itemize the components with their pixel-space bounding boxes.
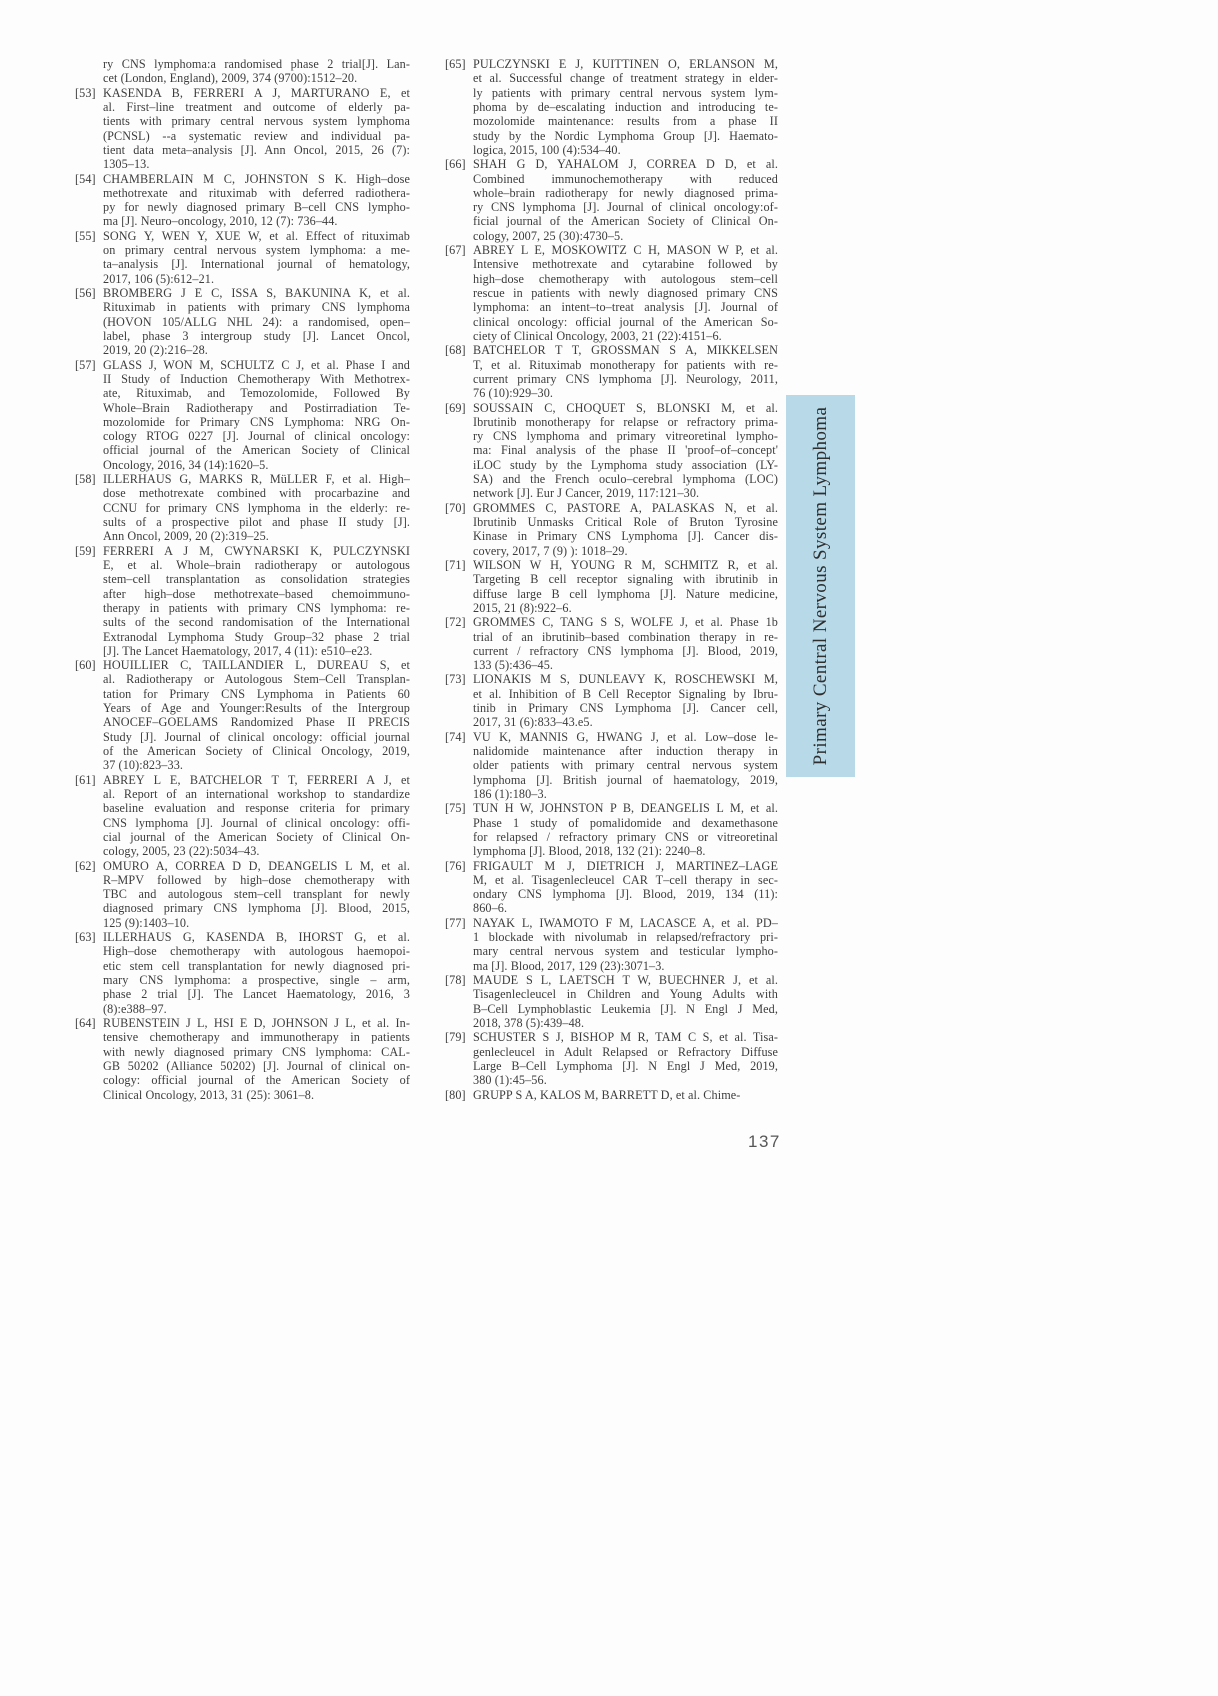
reference-line: label, phase 3 intergroup study [J]. Lancet Oncol, xyxy=(103,328,410,343)
reference-item xyxy=(75,658,410,773)
reference-line: B–Cell Lymphoblastic Leukemia [J]. N Engl J Med, xyxy=(473,1001,778,1016)
reference-line: 125 (9):1403–10. xyxy=(103,915,190,930)
reference-number: [77] xyxy=(445,915,466,930)
reference-item xyxy=(445,57,778,157)
reference-number: [69] xyxy=(445,400,466,415)
reference-line: TUN H W, JOHNSTON P B, DEANGELIS L M, et al. xyxy=(473,801,778,816)
reference-line: Extranodal Lymphoma Study Group–32 phase 2 trial xyxy=(103,629,410,644)
reference-item xyxy=(75,229,410,286)
reference-line: FRIGAULT M J, DIETRICH J, MARTINEZ–LAGE xyxy=(473,858,778,873)
reference-number: [72] xyxy=(445,615,466,630)
reference-line: Ibrutinib Unmasks Critical Role of Bruton Tyrosine xyxy=(473,515,778,529)
reference-line: Kinase in Primary CNS Lymphoma [J]. Cancer dis- xyxy=(473,529,778,544)
reference-line: II Study of Induction Chemotherapy With Methotrex- xyxy=(103,371,410,386)
reference-line: 186 (1):180–3. xyxy=(473,786,547,801)
reference-line: diffuse large B cell lymphoma [J]. Nature medicine, xyxy=(473,586,778,601)
page-number: 137 xyxy=(748,1132,781,1151)
reference-item xyxy=(445,672,778,729)
reference-line: tensive chemotherapy and immunotherapy in patients xyxy=(103,1030,410,1045)
reference-line: HOUILLIER C, TAILLANDIER L, DUREAU S, et xyxy=(103,658,410,673)
reference-line: LIONAKIS M S, DUNLEAVY K, ROSCHEWSKI M, xyxy=(473,672,778,687)
reference-line: SHAH G D, YAHALOM J, CORREA D D, et al. xyxy=(473,157,778,172)
reference-line: et al. Inhibition of B Cell Receptor Signaling by Ibru- xyxy=(473,686,778,701)
reference-line: py for newly diagnosed primary B–cell CNS lympho- xyxy=(103,200,410,215)
reference-line: Intensive methotrexate and cytarabine followed by xyxy=(473,257,778,272)
reference-line: High–dose chemotherapy with autologous haemopoi- xyxy=(103,944,410,959)
reference-line: 133 (5):436–45. xyxy=(473,658,554,673)
reference-item xyxy=(75,544,410,659)
reference-line: 1305–13. xyxy=(103,157,150,172)
reference-line: ANOCEF–GOELAMS Randomized Phase II PRECIS xyxy=(103,715,410,730)
reference-line: cology, 2007, 25 (30):4730–5. xyxy=(473,228,624,243)
reference-line: whole–brain radiotherapy for newly diagnosed prima- xyxy=(473,185,778,200)
reference-line: dose methotrexate combined with procarbazine and xyxy=(103,486,410,501)
reference-line: ILLERHAUS G, KASENDA B, IHORST G, et al. xyxy=(103,930,410,945)
reference-line: older patients with primary central nervous system xyxy=(473,758,778,773)
reference-number: [79] xyxy=(445,1030,466,1045)
reference-line: CNS lymphoma [J]. Journal of clinical oncology: offi- xyxy=(103,815,410,830)
reference-number: [58] xyxy=(75,472,96,487)
reference-number: [56] xyxy=(75,286,96,300)
reference-number: [60] xyxy=(75,658,96,673)
reference-line: VU K, MANNIS G, HWANG J, et al. Low–dose le- xyxy=(473,729,778,744)
reference-item xyxy=(75,1016,410,1102)
reference-line: cology RTOG 0227 [J]. Journal of clinical oncology: xyxy=(103,429,410,444)
reference-number: [62] xyxy=(75,858,96,873)
reference-item xyxy=(445,801,778,858)
reference-item xyxy=(75,286,410,358)
reference-line: PULCZYNSKI E J, KUITTINEN O, ERLANSON M, xyxy=(473,57,778,71)
reference-line: on primary central nervous system lymphoma: a me- xyxy=(103,243,410,258)
reference-line: M, et al. Tisagenlecleucel CAR T–cell therapy in sec- xyxy=(473,872,778,887)
reference-line: KASENDA B, FERRERI A J, MARTURANO E, et xyxy=(103,85,410,100)
reference-line: ABREY L E, BATCHELOR T T, FERRERI A J, et xyxy=(103,772,410,787)
reference-line: ondary CNS lymphoma [J]. Blood, 2019, 134 (11): xyxy=(473,887,778,902)
reference-line: Ibrutinib monotherapy for relapse or refractory prima- xyxy=(473,414,778,429)
reference-line: lymphoma: an intent–to–treat analysis [J]. Journal of xyxy=(473,300,778,315)
reference-line: ry CNS lymphoma and primary vitreoretinal lympho- xyxy=(473,429,778,444)
reference-item xyxy=(75,930,410,1016)
reference-line: Study [J]. Journal of clinical oncology: official journal xyxy=(103,729,410,744)
reference-item xyxy=(445,558,778,615)
reference-item xyxy=(445,730,778,802)
reference-line: ry CNS lymphoma:a randomised phase 2 trial[J]. Lan- xyxy=(103,57,410,71)
reference-number: [67] xyxy=(445,243,466,258)
reference-line: methotrexate and rituximab with deferred radiothera- xyxy=(103,185,410,200)
reference-line: ILLERHAUS G, MARKS R, MüLLER F, et al. High– xyxy=(103,472,410,487)
reference-line: cology: official journal of the American Society of xyxy=(103,1073,410,1088)
reference-line: NAYAK L, IWAMOTO F M, LACASCE A, et al. PD– xyxy=(473,915,778,930)
reference-line: after high–dose methotrexate–based chemoimmuno- xyxy=(103,586,410,601)
reference-line: Large B–Cell Lymphoma [J]. N Engl J Med, 2019, xyxy=(473,1058,778,1073)
reference-line: ry CNS lymphoma [J]. Journal of clinical oncology:of- xyxy=(473,200,778,215)
reference-line: WILSON W H, YOUNG R M, SCHMITZ R, et al. xyxy=(473,557,778,572)
reference-line: (8):e388–97. xyxy=(103,1001,167,1016)
reference-line: CHAMBERLAIN M C, JOHNSTON S K. High–dose xyxy=(103,171,410,186)
reference-line: Targeting B cell receptor signaling with ibrutinib in xyxy=(473,572,778,587)
reference-line: cet (London, England), 2009, 374 (9700):1512–20. xyxy=(103,71,358,86)
reference-number: [78] xyxy=(445,973,466,987)
reference-number: [65] xyxy=(445,57,466,71)
reference-line: genlecleucel in Adult Relapsed or Refractory Diffuse xyxy=(473,1044,778,1059)
reference-line: 860–6. xyxy=(473,901,508,916)
reference-line: for relapsed / refractory primary CNS or vitreoretinal xyxy=(473,829,778,844)
reference-number: [61] xyxy=(75,772,96,787)
reference-line: MAUDE S L, LAETSCH T W, BUECHNER J, et al. xyxy=(473,973,778,987)
reference-line: high–dose chemotherapy with autologous stem–cell xyxy=(473,271,778,286)
reference-number: [53] xyxy=(75,85,96,100)
reference-line: Whole–Brain Radiotherapy and Postirradiation Te- xyxy=(103,400,410,415)
reference-item xyxy=(445,243,778,343)
references-column-left xyxy=(75,57,410,1102)
reference-line: 76 (10):929–30. xyxy=(473,386,554,401)
reference-line: lymphoma [J]. Blood, 2018, 132 (21): 2240–8. xyxy=(473,844,706,859)
reference-line: lymphoma [J]. British journal of haematology, 2019, xyxy=(473,772,778,787)
reference-line: rescue in patients with newly diagnosed primary CNS xyxy=(473,286,778,300)
reference-line: study by the Nordic Lymphoma Group [J]. Haemato- xyxy=(473,128,778,143)
reference-line: tinib in Primary CNS Lymphoma [J]. Cancer cell, xyxy=(473,701,778,716)
reference-line: mary central nervous system and testicular lympho- xyxy=(473,944,778,959)
chapter-tab-label: Primary Central Nervous System Lymphoma xyxy=(809,406,831,766)
reference-line: sults of a prospective pilot and phase II study [J]. xyxy=(103,515,410,529)
reference-line: ly patients with primary central nervous system lym- xyxy=(473,85,778,100)
reference-number: [73] xyxy=(445,672,466,687)
reference-line: BROMBERG J E C, ISSA S, BAKUNINA K, et al. xyxy=(103,286,410,300)
reference-number: [54] xyxy=(75,171,96,186)
reference-line: TBC and autologous stem–cell transplant for newly xyxy=(103,887,410,902)
reference-number: [55] xyxy=(75,228,96,243)
reference-line: tation for Primary CNS Lymphoma in Patients 60 xyxy=(103,686,410,701)
reference-line: SCHUSTER S J, BISHOP M R, TAM C S, et al. Tisa- xyxy=(473,1030,778,1045)
reference-item xyxy=(445,157,778,243)
reference-item xyxy=(75,358,410,473)
reference-line: CCNU for primary CNS lymphoma in the elderly: re- xyxy=(103,500,410,515)
reference-number: [74] xyxy=(445,729,466,744)
reference-line: mary CNS lymphoma: a prospective, single – arm, xyxy=(103,973,410,987)
reference-line: Clinical Oncology, 2013, 31 (25): 3061–8. xyxy=(103,1087,315,1102)
reference-line: SOUSSAIN C, CHOQUET S, BLONSKI M, et al. xyxy=(473,400,778,415)
reference-number: [70] xyxy=(445,500,466,515)
reference-line: mozolomide maintenance: results from a phase II xyxy=(473,114,778,129)
reference-line: ciety of Clinical Oncology, 2003, 21 (22):4151–6. xyxy=(473,328,722,343)
reference-line: tients with primary central nervous system lymphoma xyxy=(103,114,410,129)
reference-line: current / refractory CNS lymphoma [J]. Blood, 2019, xyxy=(473,643,778,658)
reference-line: GRUPP S A, KALOS M, BARRETT D, et al. Chime- xyxy=(473,1087,741,1102)
reference-line: Oncology, 2016, 34 (14):1620–5. xyxy=(103,457,269,472)
reference-line: current primary CNS lymphoma [J]. Neurology, 2011, xyxy=(473,371,778,386)
reference-number: [63] xyxy=(75,930,96,945)
reference-item xyxy=(445,615,778,672)
reference-number: [71] xyxy=(445,557,466,572)
reference-line: GROMMES C, TANG S S, WOLFE J, et al. Phase 1b xyxy=(473,615,778,630)
reference-line: T, et al. Rituximab monotherapy for patients with re- xyxy=(473,357,778,372)
reference-line: official journal of the American Society of Clinical xyxy=(103,443,410,458)
reference-line: SONG Y, WEN Y, XUE W, et al. Effect of rituximab xyxy=(103,228,410,243)
reference-item xyxy=(445,401,778,501)
reference-line: E, et al. Whole–brain radiotherapy or autologous xyxy=(103,557,410,572)
reference-line: OMURO A, CORREA D D, DEANGELIS L M, et al. xyxy=(103,858,410,873)
reference-line: 2018, 378 (5):439–48. xyxy=(473,1015,585,1030)
reference-line: R–MPV followed by high–dose chemotherapy with xyxy=(103,872,410,887)
reference-item xyxy=(445,343,778,400)
reference-item xyxy=(75,172,410,229)
reference-item xyxy=(445,1088,778,1102)
reference-line: Tisagenlecleucel in Children and Young Adults with xyxy=(473,987,778,1002)
reference-line: SA) and the French oculo–cerebral lymphoma (LOC) xyxy=(473,472,778,487)
reference-line: 2017, 106 (5):612–21. xyxy=(103,271,215,286)
reference-item xyxy=(445,1030,778,1087)
reference-line: sults of the second randomisation of the International xyxy=(103,615,410,630)
reference-item xyxy=(75,86,410,172)
reference-line: 2017, 31 (6):833–43.e5. xyxy=(473,715,593,730)
reference-line: [J]. The Lancet Haematology, 2017, 4 (11): e510–e23. xyxy=(103,643,373,658)
reference-line: ate, Rituximab, and Temozolomide, Followed By xyxy=(103,386,410,401)
reference-number: [76] xyxy=(445,858,466,873)
reference-line: Combined immunochemotherapy with reduced xyxy=(473,171,778,186)
reference-line: 37 (10):823–33. xyxy=(103,758,184,773)
reference-line: tient data meta–analysis [J]. Ann Oncol, 2015, 26 (7): xyxy=(103,142,410,157)
reference-line: nalidomide maintenance after induction therapy in xyxy=(473,744,778,758)
references-column-right xyxy=(445,57,778,1102)
reference-line: ma [J]. Blood, 2017, 129 (23):3071–3. xyxy=(473,958,665,973)
reference-line: therapy in patients with primary CNS lymphoma: re- xyxy=(103,600,410,615)
reference-line: cial journal of the American Society of Clinical On- xyxy=(103,829,410,844)
reference-item xyxy=(445,859,778,916)
reference-line: 1 blockade with nivolumab in relapsed/refractory pri- xyxy=(473,930,778,945)
reference-item xyxy=(445,973,778,1030)
reference-line: mozolomide for Primary CNS Lymphoma: NRG On- xyxy=(103,414,410,429)
reference-line: ma: Final analysis of the phase II 'proof–of–concept' xyxy=(473,443,778,458)
reference-number: [66] xyxy=(445,157,466,172)
reference-line: network [J]. Eur J Cancer, 2019, 117:121–30. xyxy=(473,486,700,501)
reference-item xyxy=(75,773,410,859)
reference-line: iLOC study by the Lymphoma study association (LY- xyxy=(473,457,778,472)
reference-line: etic stem cell transplantation for newly diagnosed pri- xyxy=(103,958,410,973)
reference-line: ficial journal of the American Society of Clinical On- xyxy=(473,214,778,229)
reference-line: ta–analysis [J]. International journal of hematology, xyxy=(103,257,410,272)
reference-line: (PCNSL) --a systematic review and individual pa- xyxy=(103,128,410,143)
reference-line: with newly diagnosed primary CNS lymphoma: CAL- xyxy=(103,1044,410,1059)
reference-line: phoma by de–escalating induction and introducing te- xyxy=(473,99,778,114)
reference-line: (HOVON 105/ALLG NHL 24): a randomised, open– xyxy=(103,314,410,329)
reference-line: GB 50202 (Alliance 50202) [J]. Journal of clinical on- xyxy=(103,1058,410,1073)
reference-line: 2019, 20 (2):216–28. xyxy=(103,343,208,358)
reference-number: [64] xyxy=(75,1015,96,1030)
reference-number: [75] xyxy=(445,801,466,816)
reference-line: Rituximab in patients with primary CNS lymphoma xyxy=(103,300,410,315)
reference-line: et al. Successful change of treatment strategy in elder- xyxy=(473,71,778,86)
reference-line: GLASS J, WON M, SCHULTZ C J, et al. Phase I and xyxy=(103,357,410,372)
reference-line: Ann Oncol, 2009, 20 (2):319–25. xyxy=(103,529,269,544)
reference-line: al. Radiotherapy or Autologous Stem–Cell Transplan- xyxy=(103,672,410,687)
reference-line: phase 2 trial [J]. The Lancet Haematology, 2016, 3 xyxy=(103,987,410,1002)
reference-line: BATCHELOR T T, GROSSMAN S A, MIKKELSEN xyxy=(473,343,778,358)
reference-item xyxy=(445,501,778,558)
reference-line: of the American Society of Clinical Oncology, 2019, xyxy=(103,744,410,758)
reference-number: [68] xyxy=(445,343,466,358)
reference-item xyxy=(445,916,778,973)
reference-line: logica, 2015, 100 (4):534–40. xyxy=(473,142,621,157)
reference-line: 380 (1):45–56. xyxy=(473,1073,547,1088)
reference-line: ma [J]. Neuro–oncology, 2010, 12 (7): 736–44. xyxy=(103,214,338,229)
reference-number: [80] xyxy=(445,1087,466,1102)
reference-line: covery, 2017, 7 (9) ): 1018–29. xyxy=(473,543,628,558)
reference-item xyxy=(75,472,410,544)
reference-number: [59] xyxy=(75,543,96,558)
reference-line: baseline evaluation and response criteria for primary xyxy=(103,801,410,816)
reference-line: Years of Age and Younger:Results of the Intergroup xyxy=(103,701,410,716)
reference-line: GROMMES C, PASTORE A, PALASKAS N, et al. xyxy=(473,500,778,515)
reference-line: cology, 2005, 23 (22):5034–43. xyxy=(103,844,260,859)
reference-line: RUBENSTEIN J L, HSI E D, JOHNSON J L, et al. In- xyxy=(103,1015,410,1030)
reference-line: clinical oncology: official journal of the American So- xyxy=(473,314,778,329)
reference-item xyxy=(75,859,410,931)
reference-line: Phase 1 study of pomalidomide and dexamethasone xyxy=(473,815,778,830)
chapter-tab xyxy=(786,395,855,777)
reference-line: FERRERI A J M, CWYNARSKI K, PULCZYNSKI xyxy=(103,543,410,558)
reference-line: al. Report of an international workshop to standardize xyxy=(103,786,410,801)
reference-line: trial of an ibrutinib–based combination therapy in re- xyxy=(473,629,778,644)
reference-line: ABREY L E, MOSKOWITZ C H, MASON W P, et al. xyxy=(473,243,778,258)
reference-line: stem–cell transplantation as consolidation strategies xyxy=(103,572,410,587)
reference-number: [57] xyxy=(75,357,96,372)
reference-line: diagnosed primary CNS lymphoma [J]. Blood, 2015, xyxy=(103,901,410,916)
reference-line: 2015, 21 (8):922–6. xyxy=(473,600,572,615)
reference-item xyxy=(75,57,410,86)
reference-line: al. First–line treatment and outcome of elderly pa- xyxy=(103,99,410,114)
